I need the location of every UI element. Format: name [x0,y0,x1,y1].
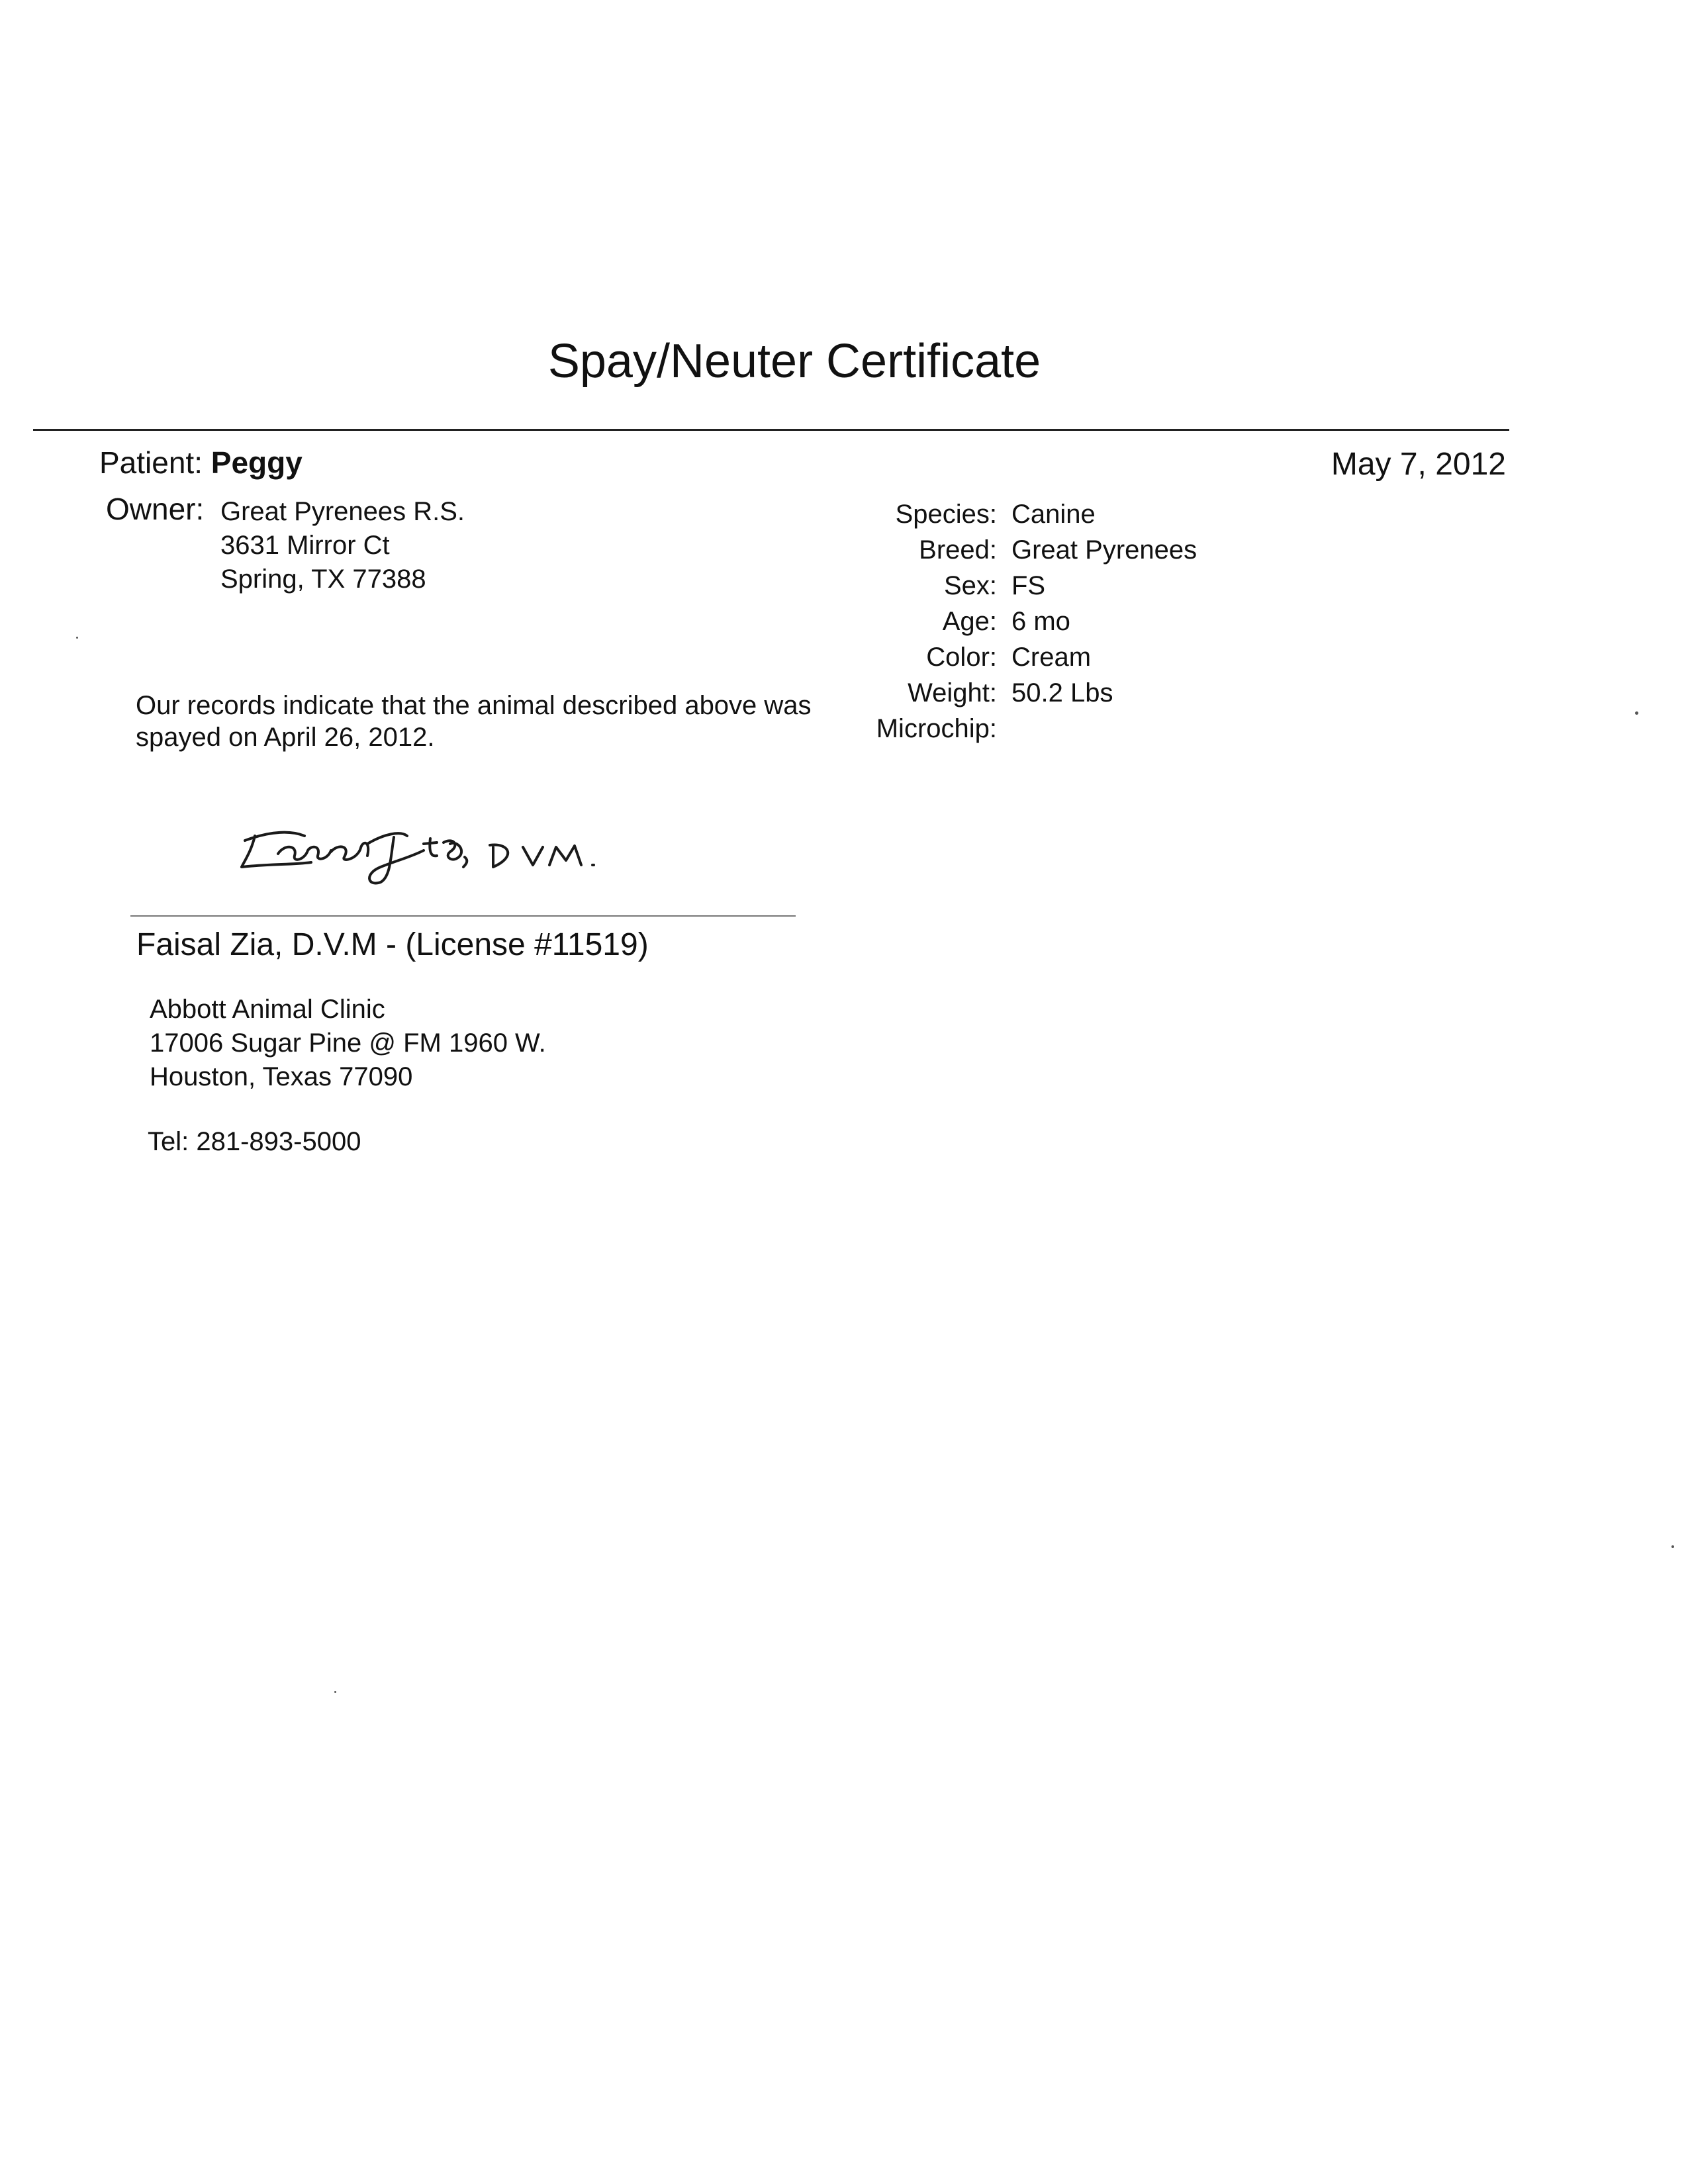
animal-details [854,500,1197,750]
records-line: spayed on April 26, 2012. [136,723,435,752]
scan-speck [76,637,78,639]
detail-row-microchip [854,714,1197,750]
records-line: Our records indicate that the animal described above was [136,691,812,720]
detail-value: 6 mo [1011,607,1070,636]
detail-value: 50.2 Lbs [1011,678,1113,707]
scan-speck [334,1691,336,1693]
handwritten-signature [232,804,642,890]
certificate-date: May 7, 2012 [1331,447,1506,482]
clinic-line: Abbott Animal Clinic [150,995,385,1024]
patient-label: Patient: [99,445,203,480]
clinic-line: 17006 Sugar Pine @ FM 1960 W. [150,1028,546,1058]
detail-value: FS [1011,571,1046,600]
owner-line: Spring, TX 77388 [220,565,426,594]
detail-row-age [854,607,1197,643]
clinic-address [150,993,546,1094]
detail-label: Weight: [908,678,997,707]
scan-speck [1671,1545,1674,1548]
detail-row-sex [854,571,1197,607]
detail-row-species [854,500,1197,535]
scan-speck [1635,711,1638,715]
detail-value: Great Pyrenees [1011,535,1197,565]
veterinarian-name: Faisal Zia, D.V.M - (License #11519) [136,927,649,962]
detail-label: Breed: [919,535,997,565]
patient-name: Peggy [211,445,303,480]
patient-line [99,445,303,480]
detail-label: Species: [895,500,997,529]
signature-line [130,915,796,917]
clinic-phone: Tel: 281-893-5000 [148,1127,361,1156]
detail-row-color [854,643,1197,678]
clinic-line: Houston, Texas 77090 [150,1062,413,1091]
detail-label: Age: [942,607,997,636]
owner-label: Owner: [106,492,205,526]
owner-line: 3631 Mirror Ct [220,531,390,560]
owner-line: Great Pyrenees R.S. [220,497,465,526]
title-divider [33,429,1509,431]
detail-row-breed [854,535,1197,571]
owner-address [220,495,465,596]
certificate-title: Spay/Neuter Certificate [547,335,1041,388]
detail-value: Cream [1011,643,1092,672]
detail-label: Microchip: [876,714,997,743]
detail-value: Canine [1011,500,1096,529]
detail-row-weight [854,678,1197,714]
detail-label: Sex: [943,571,997,600]
detail-label: Color: [926,643,997,672]
records-statement [136,690,812,753]
